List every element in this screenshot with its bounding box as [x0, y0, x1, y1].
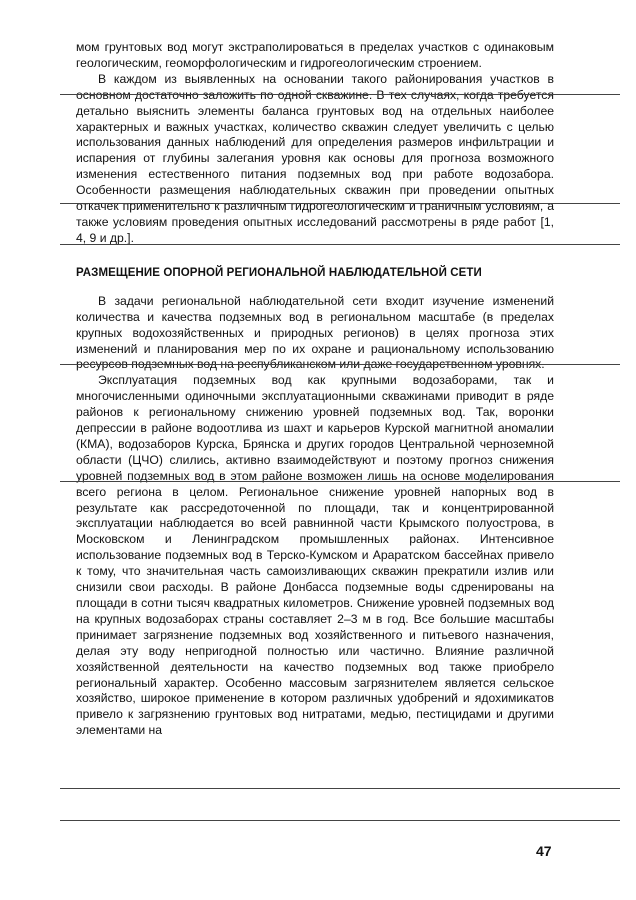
paragraph-exploitation: Эксплуатация подземных вод как крупными водозаборами, так и многочисленными одиночными эксплуатационными скважинами приводит в ряде районов к региональному снижению уровней подземных вод. Так, воронки депрессии в районе водоотлива из шахт и карьеров Курской магнитной аномалии (КМА), водозаборов Курска, Брянска и других городов Центральной черноземной области (ЦЧО) слились, активно взаимодействуют и поэтому прогноз снижения уровней подземных вод в этом районе возможен лишь на основе моделирования всего региона в целом. Региональное снижение уровней напорных вод в результате как рассредоточенной по площади, так и концентрированной эксплуатации наблюдается во всей равнинной части Крымского полуострова, в Московском и Ленинградском промышленных районах. Интенсивное использование подземных вод в Терско-Кумском и Араратском бассейнах привело к тому, что значительная часть самоизливающих скважин прекратили излив или снизили свои расходы. В районе Донбасса подземные воды сдренированы на площади в сотни тысяч квадратных километров. Снижение уровней подземных вод на крупных водозаборах страны составляет 2–3 м в год. Все большие масштабы принимает загрязнение подземных вод хозяйственного и питьевого назначения, делая эту воду непригодной полностью или частично. Влияние различной хозяйственной деятельности на качество подземных вод также приобрело региональный характер. Особенно массовым загрязнителем является сельское хозяйство, широкое применение в котором различных удобрений и ядохимикатов привело к загрязнению грунтовых вод нитратами, медью, пестицидами и другими элементами на [76, 373, 554, 738]
page-number: 47 [536, 843, 552, 859]
scan-line [60, 244, 620, 245]
scan-line [60, 788, 620, 789]
paragraph-continuation: мом грунтовых вод могут экстраполироваться в пределах участков с одинаковым геологическим, геоморфологическим и гидрогеологическим строением. [76, 40, 554, 70]
text-column [76, 40, 554, 739]
scan-line [60, 481, 620, 482]
scan-line [60, 364, 620, 365]
scan-line [60, 820, 620, 821]
paragraph-network-tasks: В задачи региональной наблюдательной сети входит изучение изменений количества и качества подземных вод в региональном масштабе (в пределах крупных водохозяйственных и природных регионов) в целях прогноза этих изменений и планирования мер по их охране и рациональному использованию ресурсов подземных вод на республиканском или даже государственном уровнях. [76, 293, 554, 372]
scan-line [60, 203, 620, 204]
paragraph-well-placement: В каждом из выявленных на основании такого районирования участков в основном достаточно заложить по одной скважине. В тех случаях, когда требуется детально выяснить элементы баланса грунтовых вод на отдельных наиболее характерных и важных участках, количество скважин следует увеличить с целью использования данных наблюдений для определения размеров инфильтрации и испарения от глубины залегания уровня как основы для прогноза возможного изменения естественного питания подземных вод при работе водозабора. Особенности размещения наблюдательных скважин при проведении опытных откачек применительно к различным гидрогеологическим и граничным условиям, а также условиям проведения опытных исследований рассмотрены в ряде работ [1, 4, 9 и др.]. [76, 71, 554, 245]
section-heading: РАЗМЕЩЕНИЕ ОПОРНОЙ РЕГИОНАЛЬНОЙ НАБЛЮДАТЕЛЬНОЙ СЕТИ [76, 266, 482, 279]
scan-line [60, 94, 620, 95]
